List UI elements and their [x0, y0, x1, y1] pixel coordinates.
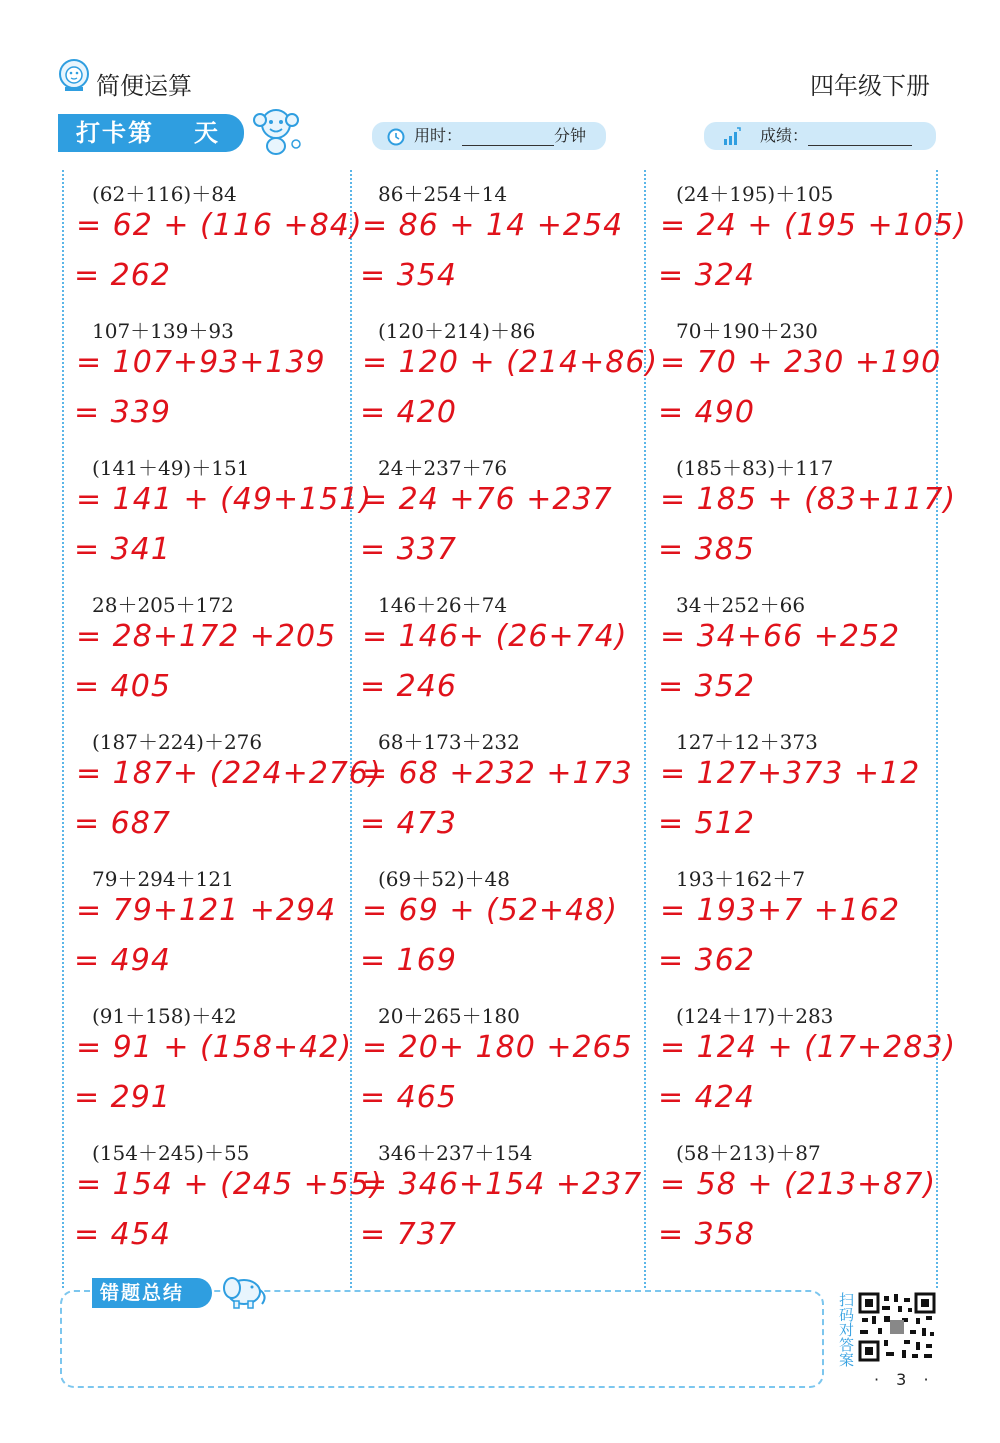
handwritten-step: = 185 + (83+117) [660, 482, 957, 517]
handwritten-result: = 385 [658, 532, 755, 567]
page-number: · 3 · [874, 1370, 935, 1389]
problem-expression: (154＋245)＋55 [92, 1141, 250, 1165]
checkin-prefix: 打卡第 [76, 119, 154, 147]
problem-expression: 146＋26＋74 [378, 593, 508, 617]
handwritten-result: = 473 [360, 806, 457, 841]
handwritten-result: = 262 [74, 258, 171, 293]
handwritten-step: = 141 + (49+151) [76, 482, 373, 517]
handwritten-step: = 346+154 +237 [362, 1167, 643, 1202]
handwritten-step: = 28+172 +205 [76, 619, 337, 654]
handwritten-step: = 154 + (245 +55) [76, 1167, 383, 1202]
mistake-summary-label: 错题总结 [92, 1278, 212, 1308]
score-label: 成绩： [760, 126, 809, 145]
column-divider [350, 170, 352, 1288]
handwritten-step: = 120 + (214+86) [362, 345, 659, 380]
problem-expression: (91＋158)＋42 [92, 1004, 237, 1028]
column-border-right [936, 170, 938, 1288]
handwritten-result: = 465 [360, 1080, 457, 1115]
handwritten-result: = 339 [74, 395, 171, 430]
handwritten-result: = 490 [658, 395, 755, 430]
problem-expression: 70＋190＋230 [676, 319, 818, 343]
clock-icon [386, 126, 406, 146]
handwritten-result: = 362 [658, 943, 755, 978]
score-field [704, 122, 936, 150]
handwritten-step: = 146+ (26+74) [362, 619, 628, 654]
grade-label: 四年级下册 [810, 72, 930, 100]
elephant-icon [216, 1270, 268, 1310]
handwritten-step: = 70 + 230 +190 [660, 345, 942, 380]
checkin-suffix: 天 [194, 119, 220, 147]
handwritten-step: = 68 +232 +173 [362, 756, 633, 791]
time-label: 用时： [414, 126, 463, 145]
handwritten-result: = 737 [360, 1217, 457, 1252]
problem-expression: (120＋214)＋86 [378, 319, 536, 343]
column-border-left [62, 170, 64, 1288]
book-title: 简便运算 [96, 72, 192, 100]
problem-expression: 20＋265＋180 [378, 1004, 520, 1028]
problem-expression: 346＋237＋154 [378, 1141, 533, 1165]
score-blank[interactable] [808, 127, 912, 146]
problem-expression: (141＋49)＋151 [92, 456, 250, 480]
handwritten-step: = 124 + (17+283) [660, 1030, 957, 1065]
handwritten-step: = 24 +76 +237 [362, 482, 613, 517]
checkin-banner [58, 114, 244, 152]
lion-logo-icon [58, 58, 90, 92]
qr-code-icon[interactable] [858, 1292, 936, 1362]
handwritten-result: = 512 [658, 806, 755, 841]
time-field [372, 122, 606, 150]
problem-expression: (62＋116)＋84 [92, 182, 237, 206]
handwritten-result: = 494 [74, 943, 171, 978]
bar-chart-icon [722, 126, 742, 146]
problem-expression: 68＋173＋232 [378, 730, 520, 754]
handwritten-result: = 324 [658, 258, 755, 293]
problem-expression: 24＋237＋76 [378, 456, 508, 480]
handwritten-step: = 91 + (158+42) [76, 1030, 353, 1065]
handwritten-step: = 79+121 +294 [76, 893, 337, 928]
handwritten-result: = 352 [658, 669, 755, 704]
handwritten-result: = 424 [658, 1080, 755, 1115]
handwritten-step: = 69 + (52+48) [362, 893, 618, 928]
handwritten-step: = 107+93+139 [76, 345, 326, 380]
handwritten-step: = 24 + (195 +105) [660, 208, 967, 243]
time-blank[interactable] [462, 127, 554, 146]
handwritten-step: = 58 + (213+87) [660, 1167, 937, 1202]
handwritten-result: = 354 [360, 258, 457, 293]
problem-expression: (24＋195)＋105 [676, 182, 834, 206]
handwritten-step: = 127+373 +12 [660, 756, 921, 791]
handwritten-step: = 86 + 14 +254 [362, 208, 624, 243]
problem-expression: 79＋294＋121 [92, 867, 234, 891]
handwritten-step: = 187+ (224+276) [76, 756, 382, 791]
scan-answer-label: 扫码对答案 [837, 1292, 855, 1367]
problem-expression: (124＋17)＋283 [676, 1004, 834, 1028]
problem-expression: 107＋139＋93 [92, 319, 234, 343]
column-divider [644, 170, 646, 1288]
problem-expression: 127＋12＋373 [676, 730, 818, 754]
handwritten-result: = 337 [360, 532, 457, 567]
problem-expression: (69＋52)＋48 [378, 867, 510, 891]
problem-expression: 86＋254＋14 [378, 182, 508, 206]
handwritten-result: = 291 [74, 1080, 171, 1115]
handwritten-step: = 193+7 +162 [660, 893, 901, 928]
problem-expression: 34＋252＋66 [676, 593, 806, 617]
handwritten-result: = 420 [360, 395, 457, 430]
handwritten-result: = 358 [658, 1217, 755, 1252]
handwritten-result: = 341 [74, 532, 171, 567]
problem-expression: 28＋205＋172 [92, 593, 234, 617]
handwritten-result: = 169 [360, 943, 457, 978]
problem-expression: (58＋213)＋87 [676, 1141, 821, 1165]
handwritten-result: = 405 [74, 669, 171, 704]
handwritten-result: = 246 [360, 669, 457, 704]
problem-expression: (187＋224)＋276 [92, 730, 263, 754]
problem-expression: (185＋83)＋117 [676, 456, 834, 480]
monkey-mascot-icon [248, 104, 304, 156]
handwritten-step: = 62 + (116 +84) [76, 208, 363, 243]
handwritten-result: = 687 [74, 806, 171, 841]
handwritten-step: = 34+66 +252 [660, 619, 901, 654]
time-unit: 分钟 [554, 126, 587, 145]
problem-expression: 193＋162＋7 [676, 867, 806, 891]
handwritten-result: = 454 [74, 1217, 171, 1252]
handwritten-step: = 20+ 180 +265 [362, 1030, 633, 1065]
